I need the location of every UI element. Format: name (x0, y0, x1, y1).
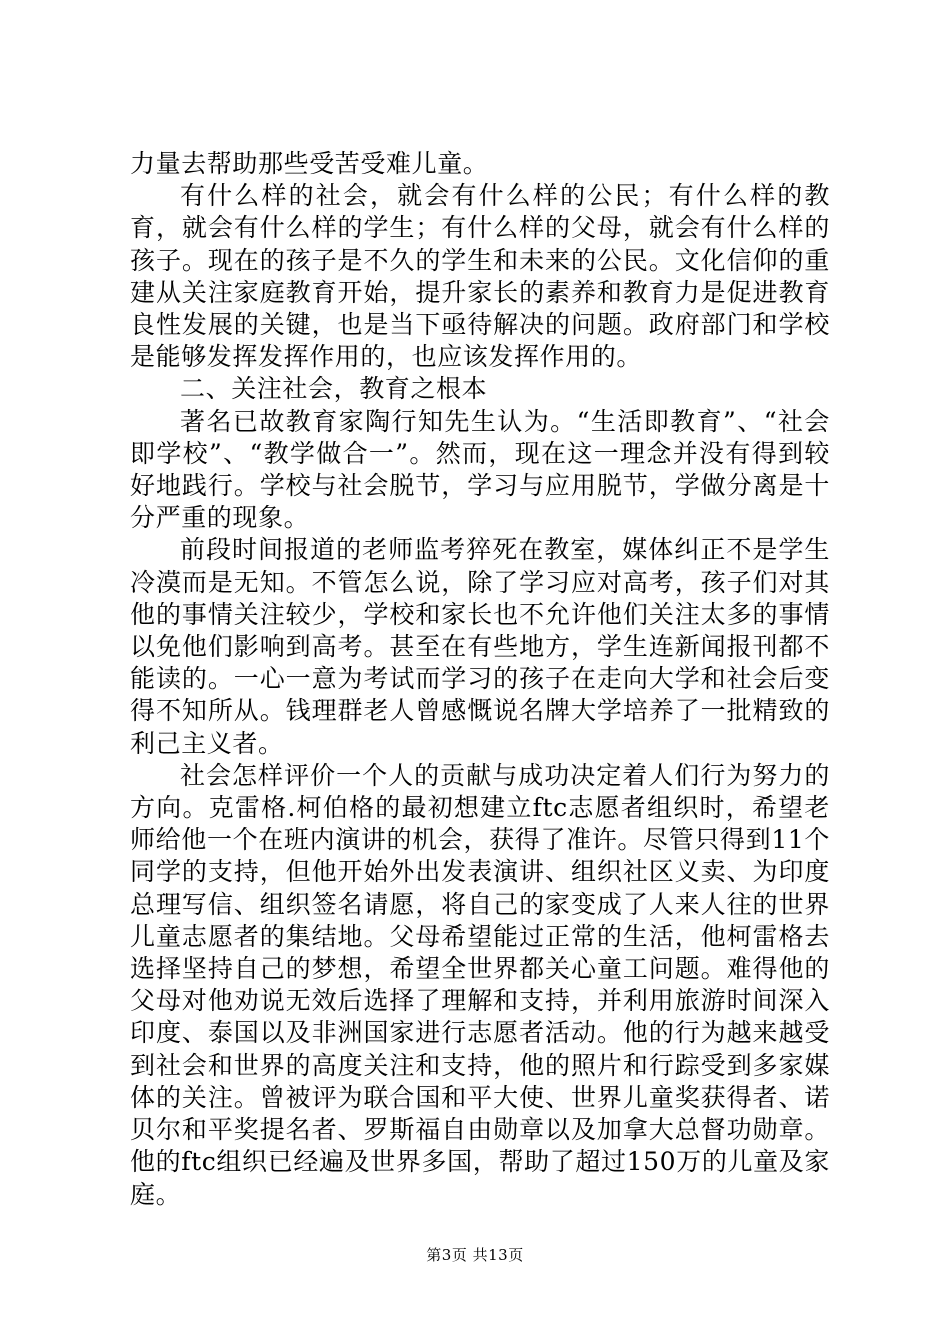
page-footer (0, 1245, 950, 1265)
paragraph-1: 力量去帮助那些受苦受难儿童。 (130, 149, 489, 178)
paragraph-5: 社会怎样评价一个人的贡献与成功决定着人们行为努力的方向。克雷格.柯伯格的最初想建立ftc志愿者组织时，希望老师给他一个在班内演讲的机会，获得了准许。尽管只得到11个同学的支持，但他开始外出发表演讲、组织社区义卖、为印度总理写信、组织签名请愿，将自己的家变成了人来人往的世界儿童志愿者的集结地。父母希望能过正常的生活，他柯雷格去选择坚持自己的梦想，希望全世界都关心童工问题。难得他的父母对他劝说无效后选择了理解和支持，并利用旅游时间深入印度、泰国以及非洲国家进行志愿者活动。他的行为越来越受到社会和世界的高度关注和支持，他的照片和行踪受到多家媒体的关注。曾被评为联合国和平大使、世界儿童奖获得者、诺贝尔和平奖提名者、罗斯福自由勋章以及加拿大总督功勋章。他的ftc组织已经遍及世界多国，帮助了超过150万的儿童及家庭。 (130, 760, 830, 1209)
page-number: 第3页 共13页 (426, 1246, 524, 1264)
document-body (130, 148, 830, 1211)
section-heading: 二、关注社会，教育之根本 (180, 374, 488, 404)
paragraph-2: 有什么样的社会，就会有什么样的公民；有什么样的教育，就会有什么样的学生；有什么样的父母，就会有什么样的孩子。现在的孩子是不久的学生和未来的公民。文化信仰的重建从关注家庭教育开始，提升家长的素养和教育力是促进教育良性发展的关键，也是当下亟待解决的问题。政府部门和学校是能够发挥发挥作用的，也应该发挥作用的。 (130, 181, 830, 372)
paragraph-3: 著名已故教育家陶行知先生认为。“生活即教育”、“社会即学校”、“教学做合一”。然而，现在这一理念并没有得到较好地践行。学校与社会脱节，学习与应用脱节，学做分离是十分严重的现象。 (130, 406, 830, 533)
paragraph-4: 前段时间报道的老师监考猝死在教室，媒体纠正不是学生冷漠而是无知。不管怎么说，除了学习应对高考，孩子们对其他的事情关注较少，学校和家长也不允许他们关注太多的事情以免他们影响到高考。甚至在有些地方，学生连新闻报刊都不能读的。一心一意为考试而学习的孩子在走向大学和社会后变得不知所从。钱理群老人曾感慨说名牌大学培养了一批精致的利己主义者。 (130, 535, 830, 758)
